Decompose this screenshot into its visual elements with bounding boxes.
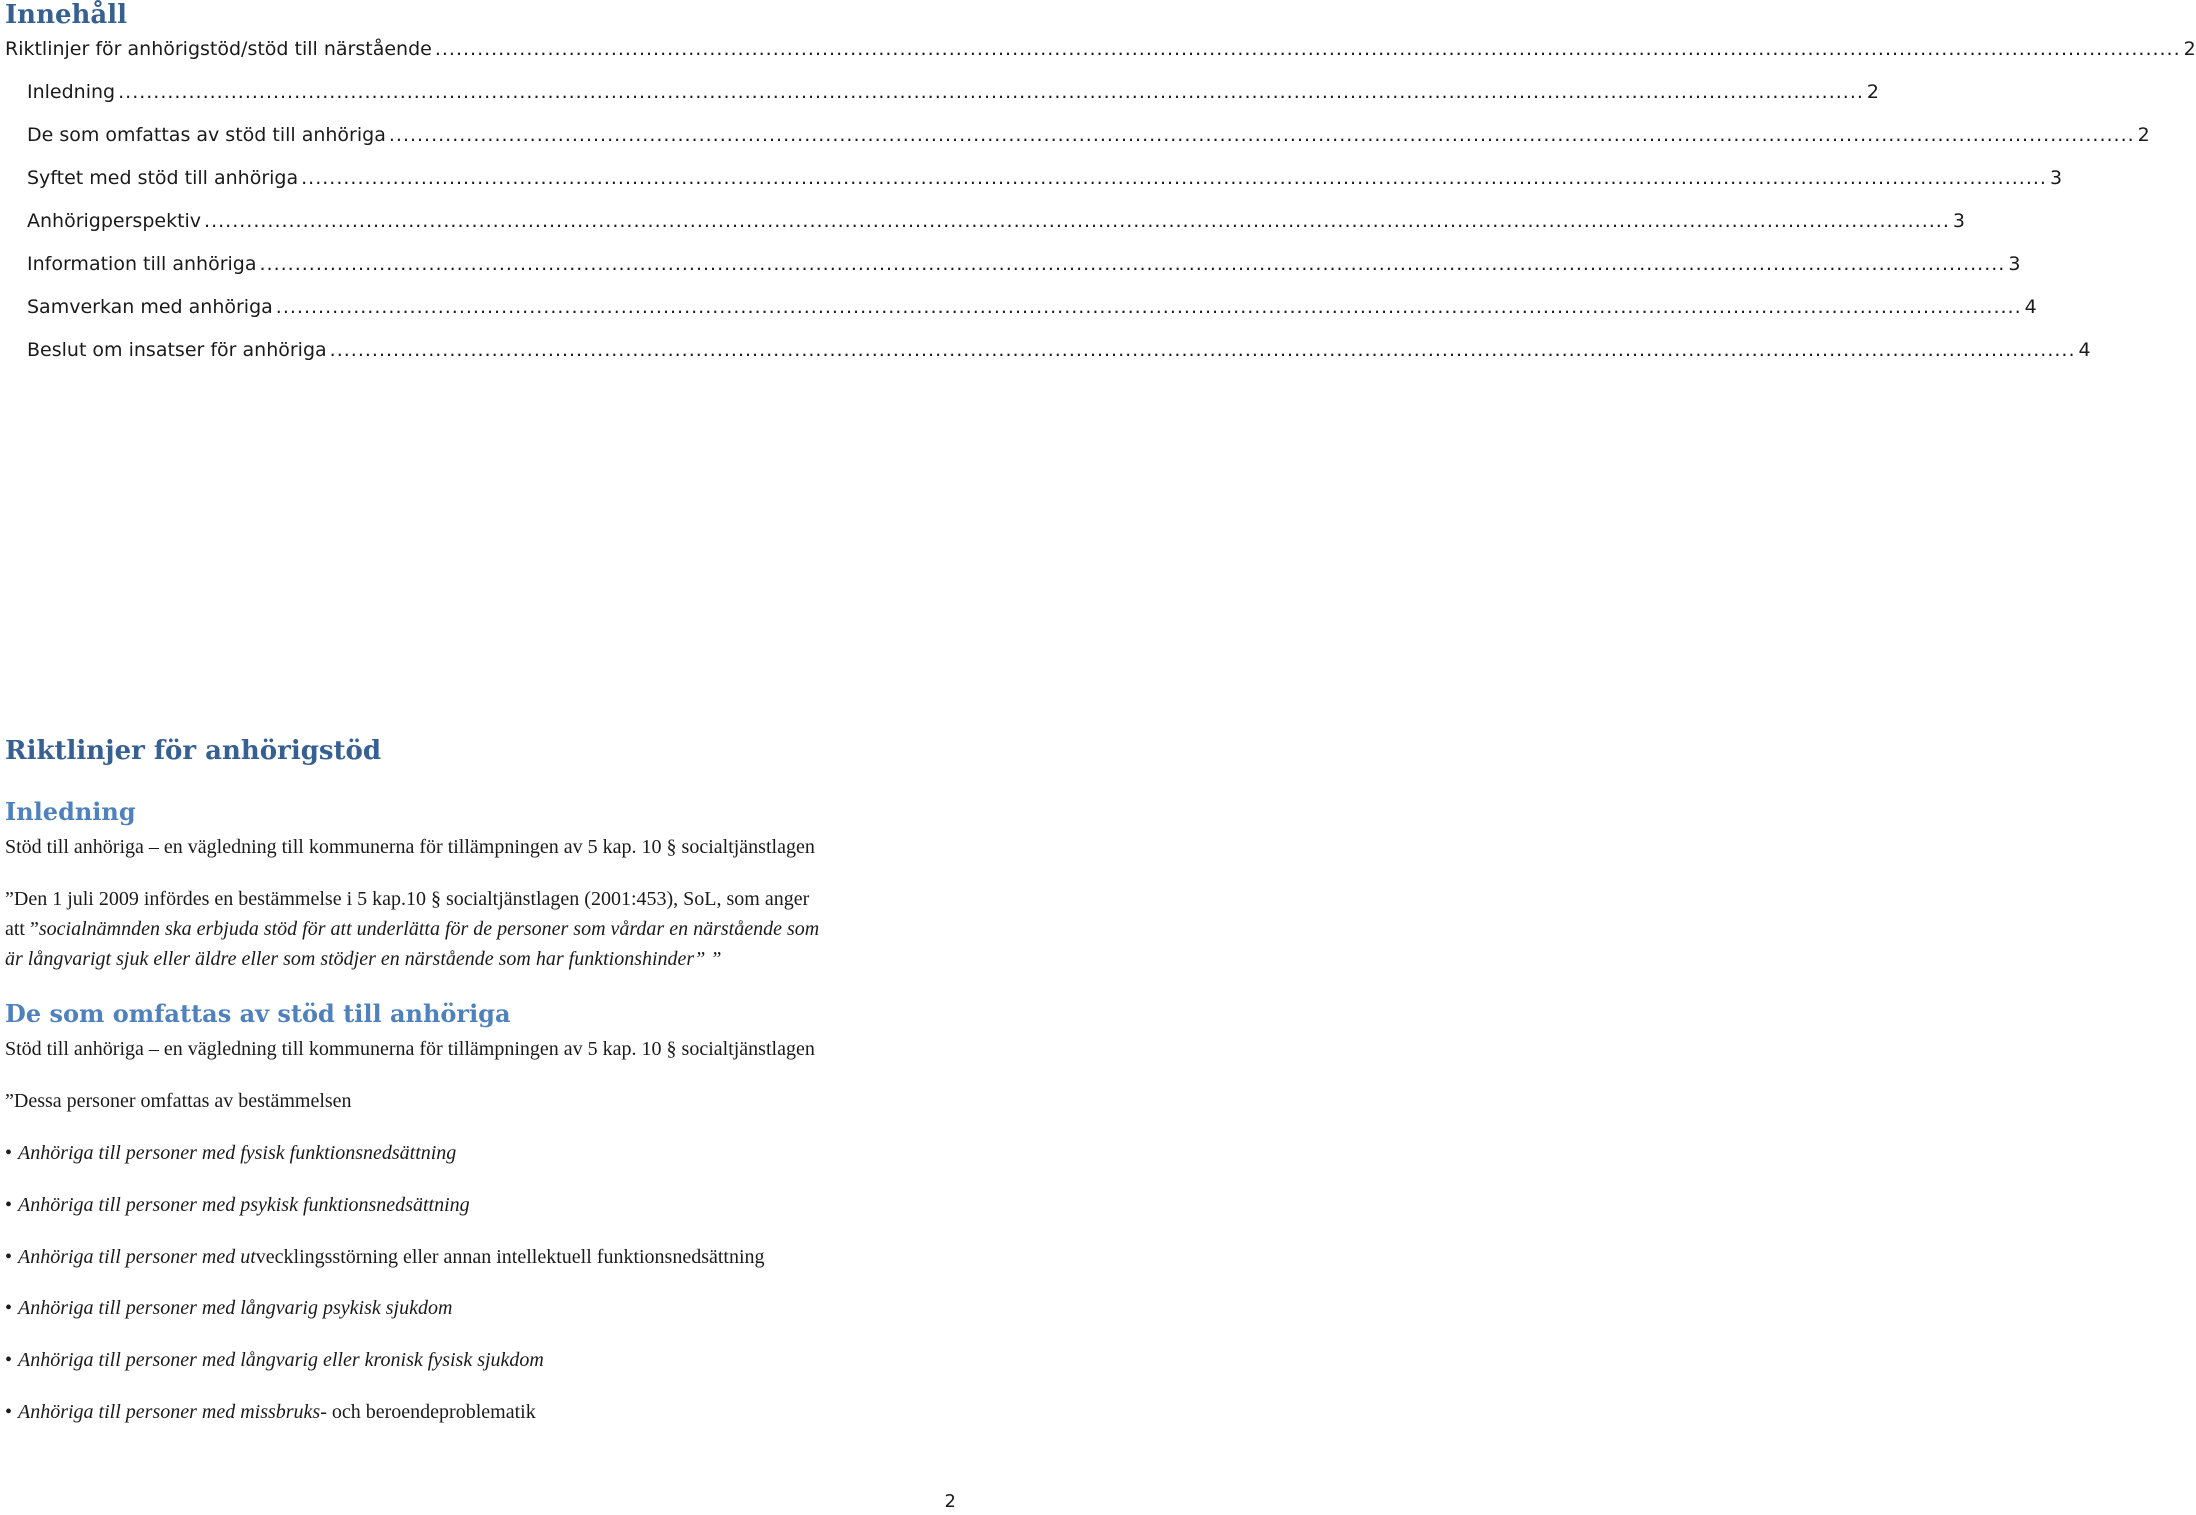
toc-entry[interactable] (27, 253, 2021, 281)
section-heading-omfattas: De som omfattas av stöd till anhöriga (5, 999, 511, 1028)
toc-leader-dots: ........................................................................................................................................................................................................................................................ (259, 253, 2006, 275)
toc-entry-page: 2 (2183, 38, 2196, 60)
list-item (5, 1246, 765, 1269)
toc-leader-dots: ........................................................................................................................................................................................................................................................ (388, 124, 2135, 146)
toc-entry-label: Information till anhöriga (27, 253, 257, 275)
covered-intro: ”Dessa personer omfattas av bestämmelsen (5, 1090, 352, 1112)
bullet-icon: • (5, 1246, 13, 1268)
bullet-icon: • (5, 1297, 13, 1319)
toc-entry[interactable] (27, 210, 1965, 238)
toc-leader-dots: ........................................................................................................................................................................................................................................................ (434, 38, 2181, 60)
toc-entry-label: Beslut om insatser för anhöriga (27, 339, 327, 361)
toc-entry-page: 3 (2008, 253, 2021, 275)
toc-entry-page: 2 (2137, 124, 2150, 146)
toc-title: Innehåll (5, 0, 128, 30)
toc-entry-label: Anhörigperspektiv (27, 210, 202, 232)
toc-entry-label: Inledning (27, 81, 116, 103)
page-title: Riktlinjer för anhörigstöd (5, 736, 382, 766)
list-item (5, 1142, 456, 1165)
toc-entry-label: Riktlinjer för anhörigstöd/stöd till närstående (5, 38, 432, 60)
toc-entry-page: 3 (2049, 167, 2063, 189)
list-item-italic-text: Anhöriga till personer med fysisk funktionsnedsättning (18, 1142, 457, 1164)
toc-entry-page: 2 (1866, 81, 1880, 103)
list-item (5, 1349, 544, 1372)
list-item-italic-text: Anhöriga till personer med långvarig psykisk sjukdom (18, 1297, 453, 1319)
toc-entry[interactable] (27, 81, 1880, 109)
toc-leader-dots: ........................................................................................................................................................................................................................................................ (118, 81, 1864, 103)
toc-entry-label: De som omfattas av stöd till anhöriga (27, 124, 386, 146)
toc-entry[interactable] (5, 38, 2196, 66)
quote-line-2 (5, 918, 819, 941)
toc-entry-page: 4 (2078, 339, 2091, 361)
list-item-normal-text: vecklingsstörning eller annan intellektuell funktionsnedsättning (255, 1246, 765, 1268)
list-item (5, 1401, 536, 1424)
bullet-icon: • (5, 1194, 13, 1216)
toc-leader-dots: ........................................................................................................................................................................................................................................................ (329, 339, 2076, 361)
bullet-icon: • (5, 1142, 13, 1164)
page-number: 2 (944, 1491, 956, 1512)
quote-line-2-italic: socialnämnden ska erbjuda stöd för att underlätta för de personer som vårdar en närstående som (38, 918, 820, 940)
toc-entry[interactable] (27, 296, 2037, 324)
list-item-normal-text: - och beroendeproblematik (320, 1401, 536, 1423)
list-item-italic-text: Anhöriga till personer med missbruks (18, 1401, 321, 1423)
toc-entry-label: Syftet med stöd till anhöriga (27, 167, 299, 189)
toc-leader-dots: ........................................................................................................................................................................................................................................................ (275, 296, 2022, 318)
source-reference-2: Stöd till anhöriga – en vägledning till kommunerna för tillämpningen av 5 kap. 10 § socialtjänstlagen (5, 1038, 815, 1060)
quote-line-1: ”Den 1 juli 2009 infördes en bestämmelse i 5 kap.10 § socialtjänstlagen (2001:453), SoL, som anger (5, 888, 810, 910)
section-heading-inledning: Inledning (5, 797, 136, 826)
toc-leader-dots: ........................................................................................................................................................................................................................................................ (301, 167, 2047, 189)
list-item-italic-text: Anhöriga till personer med ut (18, 1246, 256, 1268)
toc-entry[interactable] (27, 339, 2091, 367)
bullet-icon: • (5, 1401, 13, 1423)
toc-entry-page: 4 (2024, 296, 2037, 318)
toc-entry-label: Samverkan med anhöriga (27, 296, 273, 318)
list-item-italic-text: Anhöriga till personer med långvarig eller kronisk fysisk sjukdom (18, 1349, 544, 1371)
toc-leader-dots: ........................................................................................................................................................................................................................................................ (204, 210, 1950, 232)
list-item (5, 1297, 452, 1320)
quote-line-2-prefix: att ” (5, 918, 39, 940)
toc-entry[interactable] (27, 167, 2063, 195)
quote-line-3: är långvarigt sjuk eller äldre eller som stödjer en närstående som har funktionshinder” ” (5, 948, 722, 970)
toc-entry[interactable] (27, 124, 2150, 152)
toc-entry-page: 3 (1952, 210, 1965, 232)
source-reference: Stöd till anhöriga – en vägledning till kommunerna för tillämpningen av 5 kap. 10 § socialtjänstlagen (5, 836, 815, 858)
list-item (5, 1194, 470, 1217)
list-item-italic-text: Anhöriga till personer med psykisk funktionsnedsättning (18, 1194, 470, 1216)
bullet-icon: • (5, 1349, 13, 1371)
